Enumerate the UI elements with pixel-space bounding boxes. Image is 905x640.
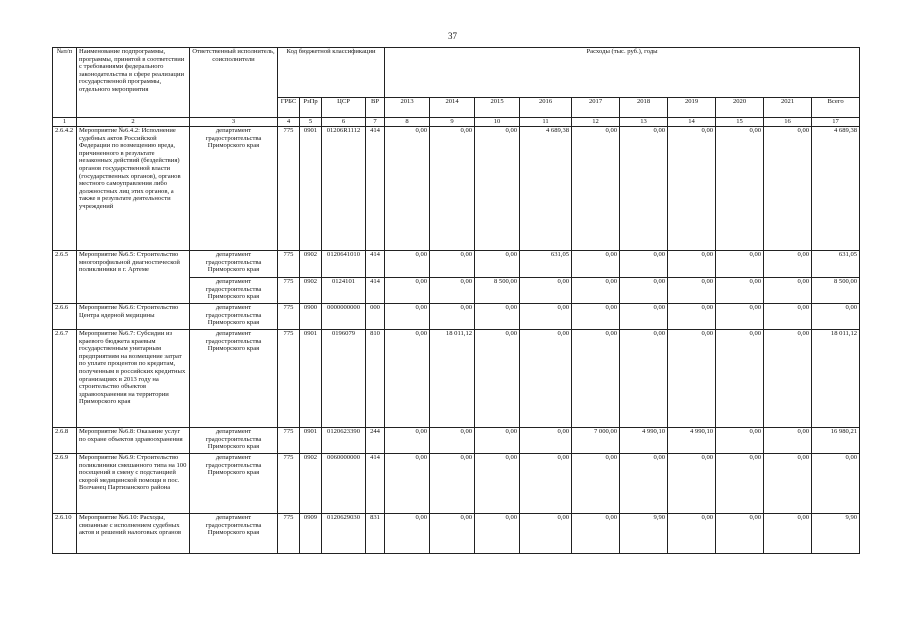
table-row bbox=[53, 304, 860, 330]
row-value: 0,00 bbox=[430, 454, 475, 514]
row-value: 18 011,12 bbox=[430, 330, 475, 428]
row-value: 631,05 bbox=[812, 251, 860, 278]
row-code-rzpr: 0900 bbox=[300, 304, 322, 330]
row-code-grbs: 775 bbox=[278, 251, 300, 278]
row-value: 0,00 bbox=[764, 428, 812, 454]
header-year-col: 2017 bbox=[572, 98, 620, 118]
row-code-grbs: 775 bbox=[278, 514, 300, 554]
row-code-csr: 0060000000 bbox=[322, 454, 366, 514]
row-code-csr: 0000000000 bbox=[322, 304, 366, 330]
row-value: 0,00 bbox=[620, 251, 668, 278]
row-code-grbs: 775 bbox=[278, 454, 300, 514]
row-value: 0,00 bbox=[520, 330, 572, 428]
budget-table bbox=[52, 47, 860, 554]
row-value: 0,00 bbox=[668, 514, 716, 554]
row-value: 0,00 bbox=[572, 304, 620, 330]
row-value: 0,00 bbox=[385, 127, 430, 251]
row-code-vr: 244 bbox=[366, 428, 385, 454]
row-value: 0,00 bbox=[520, 514, 572, 554]
column-number: 17 bbox=[812, 118, 860, 127]
row-value: 0,00 bbox=[764, 127, 812, 251]
row-value: 0,00 bbox=[385, 330, 430, 428]
header-year-col: 2018 bbox=[620, 98, 668, 118]
header-expenses: Расходы (тыс. руб.), годы bbox=[385, 48, 860, 98]
row-value: 0,00 bbox=[430, 514, 475, 554]
table-row bbox=[53, 428, 860, 454]
table-row bbox=[53, 251, 860, 278]
column-number: 14 bbox=[668, 118, 716, 127]
row-executor: департамент градостроительства Приморского края bbox=[190, 278, 278, 304]
row-executor: департамент градостроительства Приморского края bbox=[190, 251, 278, 278]
row-number: 2.6.7 bbox=[53, 330, 77, 428]
row-value: 0,00 bbox=[668, 330, 716, 428]
row-value: 0,00 bbox=[572, 127, 620, 251]
header-code-col: ВР bbox=[366, 98, 385, 118]
row-value: 0,00 bbox=[764, 304, 812, 330]
row-value: 0,00 bbox=[430, 278, 475, 304]
row-code-grbs: 775 bbox=[278, 330, 300, 428]
row-code-csr: 0196079 bbox=[322, 330, 366, 428]
header-year-col: 2013 bbox=[385, 98, 430, 118]
row-value: 0,00 bbox=[716, 330, 764, 428]
row-value: 0,00 bbox=[385, 428, 430, 454]
row-code-csr: 0120629030 bbox=[322, 514, 366, 554]
row-value: 0,00 bbox=[620, 454, 668, 514]
row-value: 0,00 bbox=[716, 428, 764, 454]
table-row bbox=[53, 514, 860, 554]
row-value: 9,90 bbox=[812, 514, 860, 554]
row-value: 0,00 bbox=[520, 304, 572, 330]
row-value: 0,00 bbox=[385, 278, 430, 304]
row-value: 0,00 bbox=[520, 428, 572, 454]
row-code-rzpr: 0901 bbox=[300, 127, 322, 251]
row-value: 4 689,38 bbox=[520, 127, 572, 251]
row-value: 0,00 bbox=[812, 454, 860, 514]
row-value: 8 500,00 bbox=[475, 278, 520, 304]
row-name: Мероприятие №6.6: Строительство Центра ядерной медицины bbox=[77, 304, 190, 330]
row-executor: департамент градостроительства Приморского края bbox=[190, 454, 278, 514]
header-year-col: 2020 bbox=[716, 98, 764, 118]
row-value: 0,00 bbox=[668, 127, 716, 251]
row-code-csr: 0124101 bbox=[322, 278, 366, 304]
row-name: Мероприятие №6.7: Субсидии из краевого бюджета краевым государственным унитарным предприятиям на возмещение затрат по уплате процентов по кредитам, полученным в российских кредитных организациях в 2013 году на строительство объектов здравоохранения на территории Приморского края bbox=[77, 330, 190, 428]
row-code-vr: 000 bbox=[366, 304, 385, 330]
row-value: 0,00 bbox=[520, 454, 572, 514]
page-number: 37 bbox=[448, 31, 457, 41]
row-value: 4 689,38 bbox=[812, 127, 860, 251]
column-number: 4 bbox=[278, 118, 300, 127]
header-code-col: ГРБС bbox=[278, 98, 300, 118]
row-code-grbs: 775 bbox=[278, 127, 300, 251]
row-value: 0,00 bbox=[764, 278, 812, 304]
row-name: Мероприятие №6.10: Расходы, связанные с исполнением судебных актов и решений налоговых органов bbox=[77, 514, 190, 554]
row-code-rzpr: 0902 bbox=[300, 454, 322, 514]
row-code-csr: 01206R1112 bbox=[322, 127, 366, 251]
column-number: 10 bbox=[475, 118, 520, 127]
row-value: 0,00 bbox=[620, 127, 668, 251]
table-row bbox=[53, 127, 860, 251]
row-value: 0,00 bbox=[668, 454, 716, 514]
column-number: 7 bbox=[366, 118, 385, 127]
row-number: 2.6.5 bbox=[53, 251, 77, 304]
row-code-vr: 414 bbox=[366, 278, 385, 304]
row-value: 0,00 bbox=[668, 304, 716, 330]
row-code-rzpr: 0902 bbox=[300, 278, 322, 304]
row-value: 631,05 bbox=[520, 251, 572, 278]
row-executor: департамент градостроительства Приморского края bbox=[190, 428, 278, 454]
row-number: 2.6.10 bbox=[53, 514, 77, 554]
row-value: 0,00 bbox=[764, 251, 812, 278]
row-code-rzpr: 0901 bbox=[300, 428, 322, 454]
row-value: 0,00 bbox=[475, 454, 520, 514]
row-code-rzpr: 0901 bbox=[300, 330, 322, 428]
header-num: №п/п bbox=[53, 48, 77, 118]
row-value: 0,00 bbox=[475, 304, 520, 330]
table-row bbox=[53, 330, 860, 428]
row-value: 0,00 bbox=[668, 251, 716, 278]
column-number: 13 bbox=[620, 118, 668, 127]
row-value: 0,00 bbox=[430, 428, 475, 454]
column-number: 3 bbox=[190, 118, 278, 127]
row-code-grbs: 775 bbox=[278, 278, 300, 304]
row-value: 0,00 bbox=[430, 251, 475, 278]
header-name: Наименование подпрограммы, программы, принятой в соответствии с требованиями федерального законодательства в сфере реализации государственной программы, отдельного мероприятия bbox=[77, 48, 190, 118]
header-budget-code: Код бюджетной классификации bbox=[278, 48, 385, 98]
header-code-col: РзПр bbox=[300, 98, 322, 118]
row-name: Мероприятие №6.9: Строительство поликлиники смешанного типа на 100 посещений в смену с подстанцией скорой медицинской помощи в пос. Волчанец Партизанского района bbox=[77, 454, 190, 514]
column-number: 2 bbox=[77, 118, 190, 127]
row-executor: департамент градостроительства Приморского края bbox=[190, 127, 278, 251]
row-value: 8 500,00 bbox=[812, 278, 860, 304]
row-value: 0,00 bbox=[572, 514, 620, 554]
row-value: 0,00 bbox=[716, 514, 764, 554]
column-number: 1 bbox=[53, 118, 77, 127]
header-code-col: ЦСР bbox=[322, 98, 366, 118]
row-value: 4 990,10 bbox=[668, 428, 716, 454]
row-code-rzpr: 0902 bbox=[300, 251, 322, 278]
row-number: 2.6.8 bbox=[53, 428, 77, 454]
row-value: 0,00 bbox=[475, 330, 520, 428]
row-name: Мероприятие №6.5: Строительство многопрофильной диагностической поликлиники в г. Артеме bbox=[77, 251, 190, 304]
row-code-vr: 414 bbox=[366, 251, 385, 278]
header-year-col: 2014 bbox=[430, 98, 475, 118]
column-number: 11 bbox=[520, 118, 572, 127]
row-value: 0,00 bbox=[520, 278, 572, 304]
row-code-rzpr: 0909 bbox=[300, 514, 322, 554]
row-number: 2.6.4.2 bbox=[53, 127, 77, 251]
row-code-vr: 810 bbox=[366, 330, 385, 428]
column-number: 9 bbox=[430, 118, 475, 127]
column-number: 6 bbox=[322, 118, 366, 127]
column-number: 8 bbox=[385, 118, 430, 127]
row-value: 0,00 bbox=[572, 251, 620, 278]
row-value: 0,00 bbox=[475, 251, 520, 278]
header-year-col: 2019 bbox=[668, 98, 716, 118]
column-number: 12 bbox=[572, 118, 620, 127]
row-value: 4 990,10 bbox=[620, 428, 668, 454]
row-value: 9,90 bbox=[620, 514, 668, 554]
header-year-col: 2015 bbox=[475, 98, 520, 118]
row-value: 0,00 bbox=[764, 514, 812, 554]
row-number: 2.6.9 bbox=[53, 454, 77, 514]
row-value: 0,00 bbox=[475, 127, 520, 251]
row-value: 0,00 bbox=[620, 304, 668, 330]
row-code-csr: 0120641010 bbox=[322, 251, 366, 278]
header-executor: Ответственный исполнитель, соисполнители bbox=[190, 48, 278, 118]
row-name: Мероприятие №6.4.2: Исполнение судебных актов Российской Федерации по возмещению вреда, причиненного в результате незаконных действий (бездействия) органов государственной власти (государственных органов), органов местного самоуправления либо должностных лиц этих органов, а также в результате деятельности учреждений bbox=[77, 127, 190, 251]
row-value: 0,00 bbox=[620, 330, 668, 428]
row-value: 0,00 bbox=[430, 127, 475, 251]
row-code-vr: 414 bbox=[366, 127, 385, 251]
row-executor: департамент градостроительства Приморского края bbox=[190, 514, 278, 554]
column-number: 16 bbox=[764, 118, 812, 127]
row-value: 0,00 bbox=[385, 304, 430, 330]
header-year-col: Всего bbox=[812, 98, 860, 118]
row-code-vr: 831 bbox=[366, 514, 385, 554]
header-year-col: 2021 bbox=[764, 98, 812, 118]
column-number: 5 bbox=[300, 118, 322, 127]
row-executor: департамент градостроительства Приморского края bbox=[190, 304, 278, 330]
row-value: 0,00 bbox=[385, 514, 430, 554]
row-value: 0,00 bbox=[385, 251, 430, 278]
row-value: 0,00 bbox=[764, 330, 812, 428]
row-value: 0,00 bbox=[430, 304, 475, 330]
row-value: 0,00 bbox=[716, 127, 764, 251]
column-number: 15 bbox=[716, 118, 764, 127]
row-value: 0,00 bbox=[716, 304, 764, 330]
row-value: 0,00 bbox=[475, 428, 520, 454]
row-value: 0,00 bbox=[764, 454, 812, 514]
row-code-vr: 414 bbox=[366, 454, 385, 514]
row-value: 0,00 bbox=[475, 514, 520, 554]
row-value: 16 980,21 bbox=[812, 428, 860, 454]
row-value: 0,00 bbox=[716, 251, 764, 278]
row-value: 7 000,00 bbox=[572, 428, 620, 454]
row-code-grbs: 775 bbox=[278, 428, 300, 454]
row-code-csr: 0120623390 bbox=[322, 428, 366, 454]
row-code-grbs: 775 bbox=[278, 304, 300, 330]
row-name: Мероприятие №6.8: Оказание услуг по охране объектов здравоохранения bbox=[77, 428, 190, 454]
header-year-col: 2016 bbox=[520, 98, 572, 118]
row-executor: департамент градостроительства Приморского края bbox=[190, 330, 278, 428]
row-value: 0,00 bbox=[385, 454, 430, 514]
row-value: 0,00 bbox=[572, 454, 620, 514]
row-value: 0,00 bbox=[716, 454, 764, 514]
row-value: 0,00 bbox=[812, 304, 860, 330]
row-value: 0,00 bbox=[572, 330, 620, 428]
row-number: 2.6.6 bbox=[53, 304, 77, 330]
row-value: 0,00 bbox=[668, 278, 716, 304]
row-value: 0,00 bbox=[572, 278, 620, 304]
row-value: 0,00 bbox=[716, 278, 764, 304]
table-row bbox=[53, 454, 860, 514]
row-value: 0,00 bbox=[620, 278, 668, 304]
row-value: 18 011,12 bbox=[812, 330, 860, 428]
